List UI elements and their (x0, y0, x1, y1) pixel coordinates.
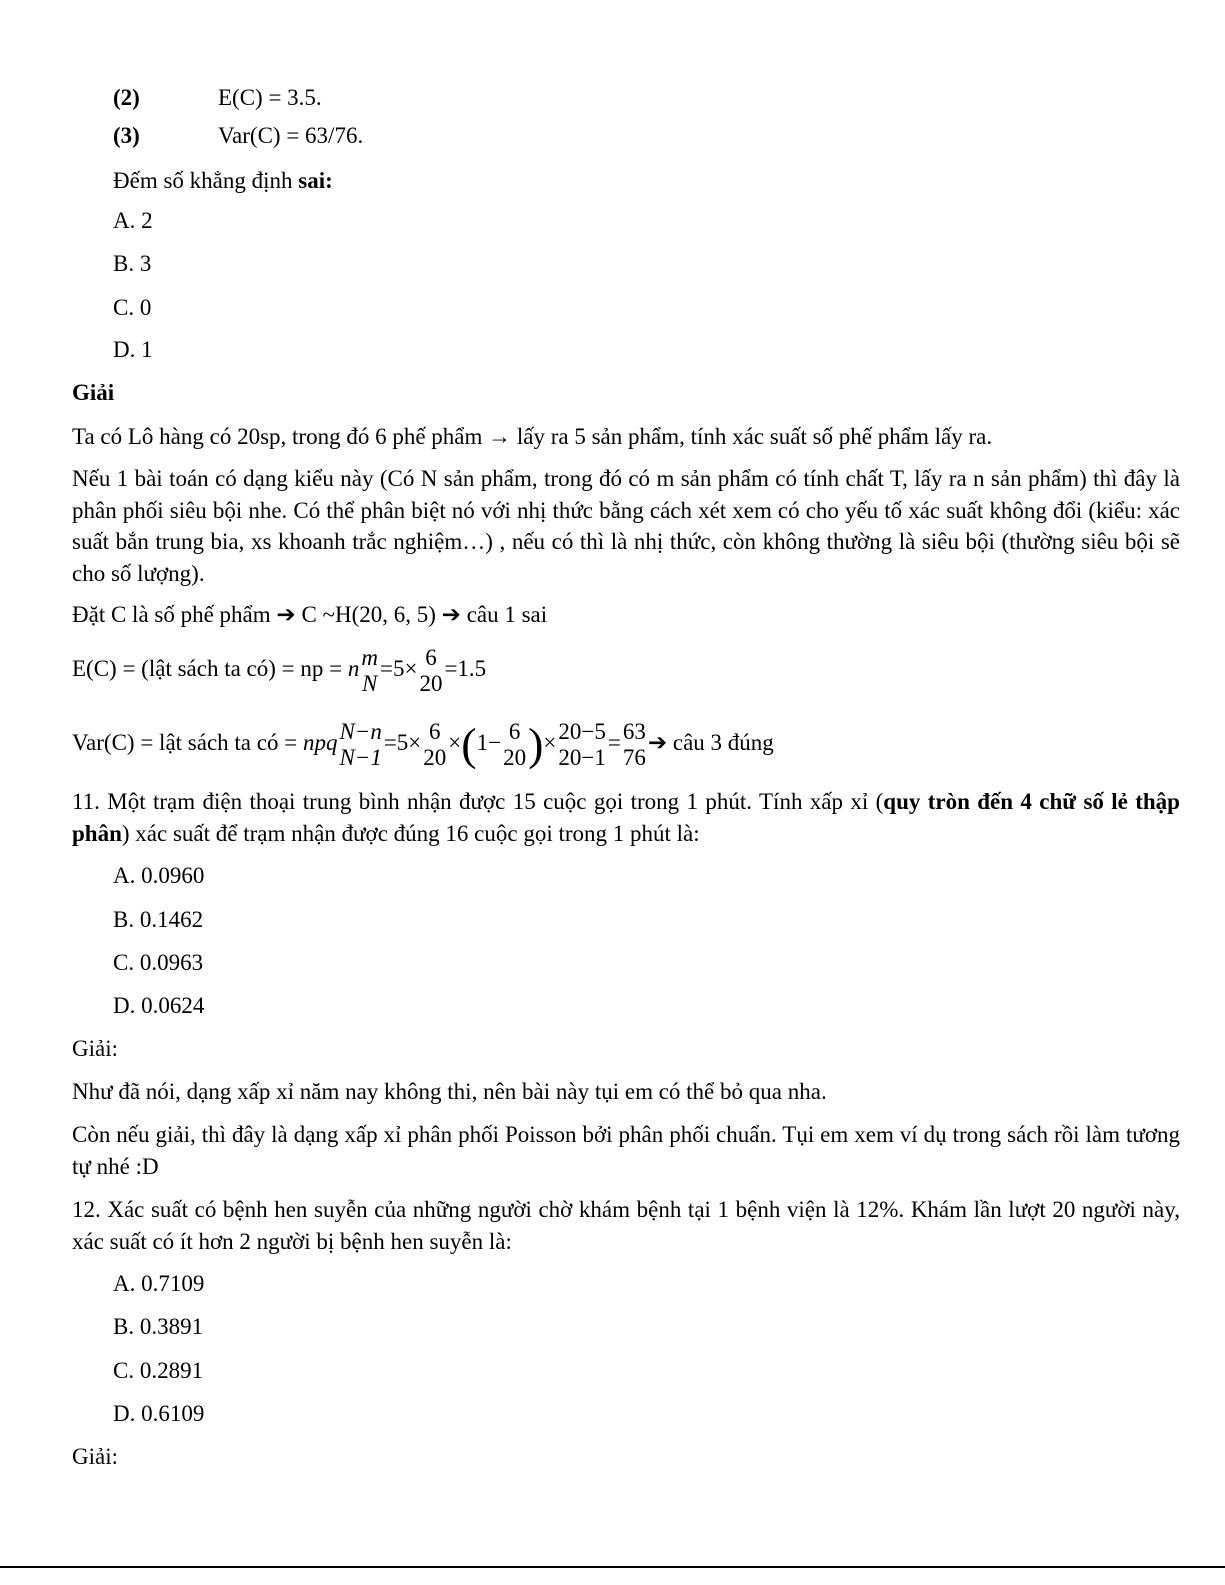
q12-option-a: A. 0.7109 (113, 1271, 205, 1296)
q12-option-d: D. 0.6109 (113, 1401, 205, 1426)
solution-11-heading: Giải: (72, 1036, 118, 1061)
question-11-text (72, 786, 1180, 850)
one-minus: 1− (476, 730, 502, 755)
fraction-Nn-over-N1 (339, 719, 381, 771)
question-12-text: 12. Xác suất có bệnh hen suyễn của những người chờ khám bệnh tại 1 bệnh viện là 12%. Khám lần lượt 20 người này, xác suất có ít hơn 2 người bị bệnh hen suyễn là: (72, 1197, 1180, 1254)
variance-formula (72, 716, 774, 770)
q12-option-c: C. 0.2891 (113, 1358, 204, 1383)
fraction-6-over-20 (423, 719, 446, 771)
frac-denominator: 76 (622, 744, 646, 770)
fraction-15-over-19 (558, 719, 605, 771)
fraction-6-over-20-b (503, 719, 526, 771)
statement-2-text: E(C) = 3.5. (218, 85, 322, 110)
statement-3-text: Var(C) = 63/76. (218, 123, 364, 148)
q11-option-a: A. 0.0960 (113, 863, 205, 888)
q11-text-plain: 11. Một trạm điện thoại trung bình nhận được 15 cuộc gọi trong 1 phút. Tính xấp xỉ ( (72, 789, 884, 814)
frac-numerator: 6 (508, 718, 521, 744)
expectation-formula (72, 642, 486, 696)
frac-numerator: m (361, 644, 378, 670)
arrow-icon: ➔ (647, 730, 668, 756)
var-suffix: câu 3 đúng (667, 730, 774, 755)
line-c-prefix: Đặt C là số phế phẩm (72, 602, 277, 627)
q12-option-b: B. 0.3891 (113, 1314, 204, 1339)
frac-numerator: 63 (622, 718, 646, 744)
solution-11-line-2: Còn nếu giải, thì đây là dạng xấp xỉ phân phối Poisson bởi phân phối chuẩn. Tụi em xem ví dụ trong sách rồi làm tương tự nhé :D (72, 1122, 1180, 1179)
statement-3-label: (3) (113, 123, 140, 148)
q10-option-c: C. 0 (113, 295, 152, 320)
frac-numerator: N−n (339, 718, 382, 744)
times-sign: × (448, 730, 462, 755)
prompt-bold: sai: (298, 168, 333, 193)
q10-option-b: B. 3 (113, 251, 152, 276)
solution-heading: Giải (72, 380, 115, 405)
right-paren: ) (528, 718, 544, 770)
statement-2-label: (2) (113, 85, 140, 110)
ec-prefix: E(C) = (lật sách ta có) = np = (72, 656, 348, 681)
arrow-icon: ➔ (276, 602, 296, 628)
frac-denominator: N (362, 670, 378, 696)
solution-line-c (72, 599, 547, 631)
prompt-prefix: Đếm số khẳng định (113, 168, 299, 193)
question-prompt (113, 165, 333, 197)
solution-11-line-1: Như đã nói, dạng xấp xỉ năm nay không thi, nên bài này tụi em có thể bỏ qua nha. (72, 1079, 827, 1104)
ec-result: =1.5 (444, 656, 487, 681)
ec-five-times: =5× (379, 656, 418, 681)
q11-text-tail: ) xác suất để trạm nhận được đúng 16 cuộc gọi trong 1 phút là: (121, 821, 700, 846)
q11-option-b: B. 0.1462 (113, 907, 204, 932)
q11-option-c: C. 0.0963 (113, 950, 204, 975)
frac-numerator: 6 (425, 644, 437, 670)
frac-numerator: 6 (429, 718, 441, 744)
var-prefix: Var(C) = lật sách ta có = (72, 730, 303, 755)
equals-sign: = (607, 730, 621, 755)
var-five-times: =5× (383, 730, 422, 755)
frac-numerator: 20−5 (558, 718, 606, 744)
arrow-icon: ➔ (441, 602, 461, 628)
q11-text-bold: quy tròn đến 4 chữ số lẻ thập phân (72, 789, 1180, 846)
frac-denominator: N−1 (339, 744, 382, 770)
solution-line-1: Ta có Lô hàng có 20sp, trong đó 6 phế phẩm → lấy ra 5 sản phẩm, tính xác suất số phế phẩm lấy ra. (72, 424, 993, 449)
fraction-m-over-N (361, 645, 378, 697)
left-paren: ( (461, 718, 477, 770)
fraction-63-over-76 (623, 719, 646, 771)
solution-12-heading: Giải: (72, 1444, 118, 1469)
q10-option-a: A. 2 (113, 208, 153, 233)
var-npq: npq (302, 730, 338, 755)
frac-denominator: 20 (419, 670, 443, 696)
frac-denominator: 20−1 (558, 744, 606, 770)
q10-option-d: D. 1 (113, 337, 153, 362)
ec-n: n (347, 656, 360, 681)
frac-denominator: 20 (503, 744, 527, 770)
times-sign: × (543, 730, 557, 755)
line-c-mid: C ~H(20, 6, 5) (295, 602, 442, 627)
page-bottom-rule (0, 1566, 1225, 1568)
solution-explanation: Nếu 1 bài toán có dạng kiểu này (Có N sản phẩm, trong đó có m sản phẩm có tính chất T, lấy ra n sản phẩm) thì đây là phân phối siêu bội nhe. Có thể phân biệt nó với nhị thức bằng cách xét xem có cho yếu tố xác suất không đổi (kiểu: xác suất bắn trung bia, xs khoanh trắc nghiệm…) , nếu có thì là nhị thức, còn không thường là siêu bội (thường siêu bội sẽ cho số lượng). (72, 466, 1180, 586)
q11-option-d: D. 0.0624 (113, 993, 205, 1018)
line-c-suffix: câu 1 sai (460, 602, 548, 627)
frac-denominator: 20 (423, 744, 447, 770)
fraction-6-over-20 (419, 645, 442, 697)
